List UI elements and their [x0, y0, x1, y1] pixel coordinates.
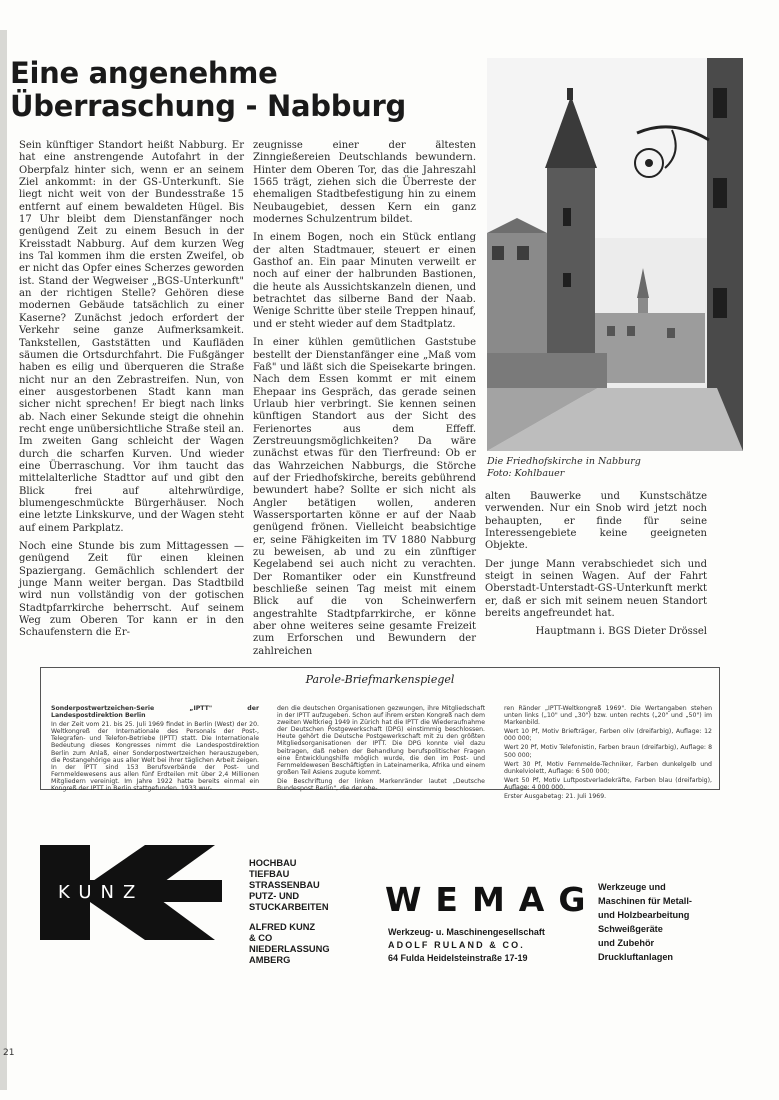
- church-photo: [487, 58, 743, 451]
- kunz-logo-graphic: [40, 845, 230, 940]
- stamp-box-column-3: [504, 705, 712, 802]
- article-column-2: [253, 140, 476, 664]
- stamp-item: Wert 30 Pf, Motiv Fernmelde-Techniker, Farben dunkelgelb und dunkelviolett, Auflage: 6 500 000;: [504, 760, 712, 775]
- kunz-ad-text: [249, 858, 369, 966]
- wemag-logo: WEMAG: [385, 880, 600, 919]
- wemag-product: Maschinen für Metall-: [598, 896, 692, 906]
- article-column-1: [19, 140, 244, 646]
- stamp-box-heading: Sonderpostwertzeichen-Serie „IPTT" der Landespostdirektion Berlin: [51, 705, 259, 720]
- kunz-service: HOCHBAU: [249, 858, 297, 868]
- stamp-box-text: den die deutschen Organisationen gezwungen, ihre Mitgliedschaft in der IPTT aufzugeben. Schon auf ihrem ersten Kongreß nach dem zweiten Weltkrieg 1949 in Zürich hat die IPTT die Wiederaufnahme der Deutschen Postgewerkschaft (DPG) einstimmig beschlossen. Heute gehört die Deutsche Postgewerkschaft mit zu den größten Mitgliedsorganisationen der IPTT. Die DPG konnte viel dazu beitragen, daß neben der Behandlung berufspolitischer Fragen eine Entwicklungshilfe möglich wurde, die den im Post- und Fernmeldewesen Beschäftigten in Lateinamerika, Afrika und einem großen Teil Asiens zugute kommt.: [277, 705, 485, 776]
- article-paragraph: Der junge Mann verabschiedet sich und steigt in seinen Wagen. Auf der Fahrt Oberstadt-Unterstadt-GS-Unterkunft merkt er, daß er sich mit seinem neuen Standort bereits angefreundet hat.: [485, 558, 707, 620]
- article-column-3: [485, 491, 707, 639]
- wemag-line: Werkzeug- u. Maschinengesellschaft: [388, 927, 545, 937]
- stamp-item: Wert 20 Pf, Motiv Telefonistin, Farben braun (dreifarbig), Auflage: 8 500 000;: [504, 744, 712, 759]
- stamp-box: [40, 667, 720, 801]
- caption-title: Die Friedhofskirche in Nabburg: [487, 456, 641, 467]
- article-headline: Eine angenehme Überraschung - Nabburg: [10, 56, 406, 123]
- wemag-line: 64 Fulda Heidelsteinstraße 17-19: [388, 953, 528, 963]
- wemag-product: Schweißgeräte: [598, 924, 663, 934]
- article-paragraph: In einem Bogen, noch ein Stück entlang der alten Stadtmauer, steuert er einen Gasthof an. Ein paar Minuten verweilt er noch auf einer der halbrunden Bastionen, die heute als Aussichtskanzeln dienen, und betrachtet das silberne Band der Naab. Wenige Schritte über steile Treppen hinauf, und er steht wieder auf dem Stadtplatz.: [253, 232, 476, 330]
- kunz-logo: [40, 845, 230, 940]
- stamp-item: Wert 10 Pf, Motiv Briefträger, Farben oliv (dreifarbig), Auflage: 12 000 000;: [504, 728, 712, 743]
- article-signature: Hauptmann i. BGS Dieter Drössel: [535, 626, 707, 638]
- stamp-box-column-2: [277, 705, 485, 794]
- article-paragraph: zeugnisse einer der ältesten Zinngießereien Deutschlands bewundern. Hinter dem Oberen Tor, das die Jahreszahl 1565 trägt, ziehen sich die Überreste der ehemaligen Stadtbefestigung hin zu einem Neubaugebiet, dessen Kern ein ganz modernes Schulzentrum bildet.: [253, 140, 476, 226]
- kunz-service: PUTZ- UND: [249, 891, 300, 901]
- kunz-service: STUCKARBEITEN: [249, 902, 329, 912]
- kunz-company: ALFRED KUNZ: [249, 922, 316, 932]
- caption-credit: Foto: Kohlbauer: [487, 467, 565, 479]
- photo-caption: [487, 456, 743, 479]
- wemag-address: [388, 926, 580, 965]
- kunz-service: TIEFBAU: [249, 869, 290, 879]
- wemag-product: und Holzbearbeitung: [598, 910, 690, 920]
- wemag-line: ADOLF RULAND & CO.: [388, 940, 525, 950]
- wemag-products: [598, 880, 716, 964]
- kunz-company: NIEDERLASSUNG: [249, 944, 330, 954]
- stamp-box-column-1: [51, 705, 259, 794]
- wemag-product: Werkzeuge und: [598, 882, 666, 892]
- church-photo-illustration: [487, 58, 743, 451]
- kunz-service: STRASSENBAU: [249, 880, 320, 890]
- article-paragraph: alten Bauwerke und Kunstschätze verwenden. Nur ein Snob wird jetzt noch behaupten, er finde für seine Interessengebiete keine geeigneten Objekte.: [485, 491, 707, 552]
- kunz-logo-text: KUNZ: [58, 882, 145, 903]
- stamp-box-text: Die Beschriftung der linken Markenränder lautet „Deutsche Bundespost Berlin", die der obe-: [277, 777, 485, 793]
- kunz-company: & CO: [249, 933, 273, 943]
- article-paragraph: In einer kühlen gemütlichen Gaststube bestellt der Dienstanfänger eine „Maß vom Faß" und läßt sich die Speisekarte bringen. Nach dem Essen kommt er mit einem Ehepaar ins Gespräch, das gerade seinen Urlaub hier verbringt. Sie kennen seinen künftigen Standort aus der Sicht des Ferienortes aus dem Effeff. Zerstreuungsmöglichkeiten? Da wäre zunächst etwas für den Tierfreund: Ob er das Wahrzeichen Nabburgs, die Störche auf der Friedhofskirche, bereits gebührend bewundert habe? Sollte er sich nicht als Angler betätigen wollen, anderen Wassersportarten könne er auf der Naab genügend frönen. Vielleicht beabsichtige er, seine Fähigkeiten im TV 1880 Nabburg zu beweisen, ab und zu ein zünftiger Kegelabend sei auch nicht zu verachten. Der Romantiker oder ein Kunstfreund beschließe seinen Tag meist mit einem Blick auf die von Scheinwerfern angestrahlte Stadtpfarrkirche, er könne aber ohne weiteres seine gesamte Freizeit zum Erforschen und Bewundern der zahlreichen: [253, 337, 476, 657]
- article-paragraph: Sein künftiger Standort heißt Nabburg. Er hat eine anstrengende Autofahrt in der Oberpfalz hinter sich, wenn er an seinem Ziel ankommt: in der GS-Unterkunft. Sie liegt nicht weit von der Bundesstraße 15 entfernt auf einem bewaldeten Hügel. Bis 17 Uhr bleibt dem Dienstanfänger noch genügend Zeit zu einem Besuch in der Kreisstadt Nabburg. Auf dem kurzen Weg ins Tal kommen ihm die ersten Zweifel, ob er nicht das Opfer eines Scherzes geworden ist. Stand der Wegweiser „BGS-Unterkunft" an der richtigen Stelle? Gehören diese modernen Gebäude tatsächlich zu einer Kaserne? Zunächst jedoch erfordert der Verkehr seine ganze Aufmerksamkeit. Tankstellen, Gaststätten und Kaufläden säumen die Ortsdurchfahrt. Die Fußgänger haben es eilig und überqueren die Straße nicht nur an den Zebrastreifen. Nun, von einer ausgestorbenen Stadt kann man sicher nicht sprechen! Er biegt nach links ab. Nach einer Sekunde steigt die ohnehin recht enge unübersichtliche Straße steil an. Im zweiten Gang schleicht der Wagen durch die scharfen Kurven. Und wieder eine Überraschung. Vor ihm taucht das mittelalterliche Stadttor auf und gibt den Blick frei auf altehrwürdige, blumengeschmückte Bürgerhäuser. Noch eine letzte Linkskurve, und der Wagen steht auf einem Parkplatz.: [19, 140, 244, 534]
- stamp-box-title: Parole-Briefmarkenspiegel: [305, 673, 455, 686]
- page-number: 21: [3, 1048, 15, 1058]
- page-edge: [0, 30, 7, 1090]
- wemag-product: Druckluftanlagen: [598, 952, 674, 962]
- stamp-item: Erster Ausgabetag: 21. Juli 1969.: [504, 793, 607, 801]
- wemag-product: und Zubehör: [598, 938, 655, 948]
- stamp-box-text: In der Zeit vom 21. bis 25. Juli 1969 findet in Berlin (West) der 20. Weltkongreß der Internationale des Personals der Post-, Telegrafen- und Telefon-Betriebe (IPTT) statt. Die Internationale Bedeutung dieses Kongresses nimmt die Landespostdirektion Berlin zum Anlaß, einer Sonderpostwertzeichen herauszugeben, die Postangehörige aus aller Welt bei ihrer täglichen Arbeit zeigen. In der IPTT sind 153 Berufsverbände der Post- und Fernmeldewesens aus allen fünf Erdteilen mit über 2,4 Millionen Mitgliedern vereinigt. Im Jahre 1922 hatte bereits einmal ein Kongreß der IPTT in Berlin stattgefunden. 1933 wur-: [51, 721, 259, 793]
- article-paragraph: Noch eine Stunde bis zum Mittagessen — genügend Zeit für einen kleinen Spaziergang. Gemächlich schlendert der junge Mann weiter bergan. Das Stadtbild wird nun vollständig von der gotischen Stadtpfarrkirche beherrscht. Auf seinem Weg zum Oberen Tor kann er in den Schaufenstern die Er-: [19, 541, 244, 639]
- kunz-company: AMBERG: [249, 955, 291, 965]
- stamp-item: Wert 50 Pf, Motiv Luftpostverladekräfte, Farben blau (dreifarbig), Auflage: 4 000 000.: [504, 776, 712, 791]
- stamp-box-text: ren Ränder „IPTT-Weltkongreß 1969". Die Wertangaben stehen unten links („10" und „30") bzw. unten rechts („20" und „50") im Markenbild.: [504, 705, 712, 727]
